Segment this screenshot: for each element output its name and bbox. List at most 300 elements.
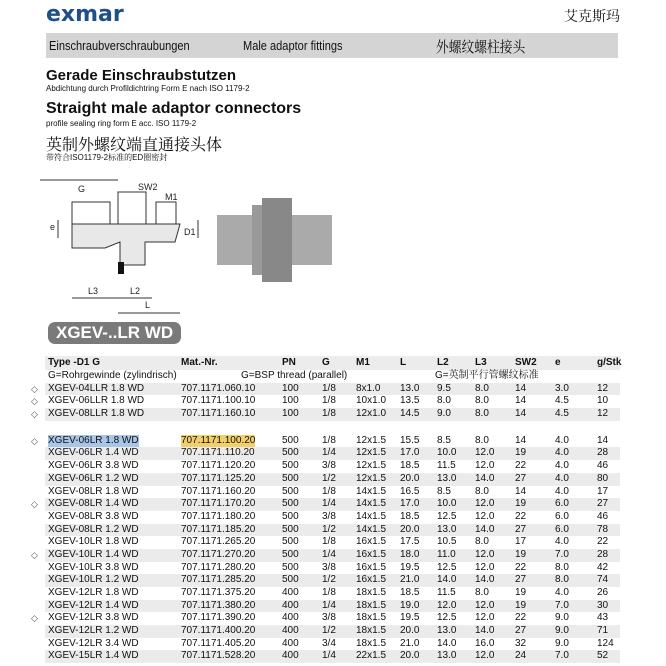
table-cell: 78 <box>597 523 609 535</box>
table-cell: XGEV-12LR 1.8 WD <box>48 587 139 598</box>
table-cell: 21.0 <box>400 637 420 649</box>
table-row[interactable] <box>45 486 620 499</box>
table-cell: 10.0 <box>437 498 457 510</box>
table-cell: XGEV-08LR 1.8 WD <box>48 485 139 497</box>
table-cell: 707.1171.270.20 <box>181 548 256 560</box>
table-cell: 19 <box>515 447 527 459</box>
table-cell: XGEV-06LR 1.4 WD <box>48 447 139 459</box>
table-cell: 707.1171.265.20 <box>181 536 256 548</box>
table-cell: 14 <box>597 434 609 446</box>
table-cell: 4.0 <box>555 587 569 598</box>
table-cell: 500 <box>282 561 299 573</box>
table-cell: 11.0 <box>437 548 456 560</box>
table-cell: 9.0 <box>437 408 451 420</box>
table-cell: 14.0 <box>437 574 457 586</box>
table-cell: 8x1.0 <box>356 382 381 394</box>
table-cell: 13.5 <box>400 395 420 407</box>
table-cell: XGEV-04LLR 1.8 WD <box>48 382 145 394</box>
table-cell: 13.0 <box>437 625 457 637</box>
table-cell: 1/4 <box>322 650 336 662</box>
table-cell: 707.1171.375.20 <box>181 587 256 598</box>
diamond-marker-icon: ◇ <box>31 435 38 446</box>
table-cell: 3/8 <box>322 612 336 624</box>
table-cell: 400 <box>282 587 299 598</box>
table-cell: 3/4 <box>322 637 336 649</box>
table-cell: XGEV-06LLR 1.8 WD <box>48 395 145 407</box>
table-cell: 12x1.5 <box>356 460 387 472</box>
table-cell: 18x1.5 <box>356 637 387 649</box>
table-row[interactable] <box>31 382 620 396</box>
table-cell: 22 <box>515 561 527 573</box>
table-cell: 27 <box>515 625 527 637</box>
table-cell: 400 <box>282 612 299 624</box>
table-cell: 707.1171.120.20 <box>181 460 256 472</box>
table-cell: 19 <box>515 599 527 611</box>
column-header: L2 <box>437 357 449 368</box>
table-cell: 13.0 <box>437 523 457 535</box>
table-cell: XGEV-10LR 1.2 WD <box>48 574 139 586</box>
table-cell: 16x1.5 <box>356 548 387 560</box>
column-header: L3 <box>475 357 487 368</box>
table-cell: 8.0 <box>475 408 489 420</box>
table-row[interactable] <box>45 473 620 486</box>
table-cell: 10 <box>597 395 609 407</box>
table-cell: 707.1171.110.20 <box>181 447 255 459</box>
column-header: L <box>400 357 407 368</box>
table-cell: 28 <box>597 447 609 459</box>
label-d1: D1 <box>184 227 196 237</box>
table-cell: 7.0 <box>555 650 569 662</box>
table-cell: 100 <box>282 382 299 394</box>
table-cell: 16.0 <box>475 637 495 649</box>
table-cell: 80 <box>597 472 609 484</box>
table-cell: 30 <box>597 599 609 611</box>
table-cell: XGEV-08LR 1.4 WD <box>48 498 139 510</box>
table-cell: 19.5 <box>400 612 420 624</box>
table-row[interactable] <box>31 434 620 448</box>
table-cell: 500 <box>282 536 299 548</box>
table-row[interactable] <box>45 447 620 460</box>
table-cell: 6.0 <box>555 523 569 535</box>
label-g: G <box>78 184 86 194</box>
table-cell: XGEV-12LR 1.4 WD <box>48 599 139 611</box>
table-cell: 707.1171.100.10 <box>181 395 256 407</box>
chinese-brand-name: 艾克斯玛 <box>564 8 620 24</box>
table-cell: 26 <box>597 587 609 598</box>
title-de: Gerade Einschraubstutzen <box>46 67 237 84</box>
table-cell: 8.0 <box>475 536 489 548</box>
table-cell: 500 <box>282 523 299 535</box>
subtitle-en: profile sealing ring form E acc. ISO 1179-2 <box>46 119 197 128</box>
table-cell: 16x1.5 <box>356 574 387 586</box>
table-cell: 707.1171.170.20 <box>181 498 256 510</box>
series-badge: XGEV-..LR WD <box>48 322 181 344</box>
table-cell: 20.0 <box>400 472 420 484</box>
table-cell: 22 <box>515 460 527 472</box>
table-cell: 12.5 <box>437 510 457 522</box>
table-cell: 9.0 <box>555 625 569 637</box>
table-cell: 4.0 <box>555 447 569 459</box>
table-cell: 18x1.5 <box>356 587 387 598</box>
table-cell: 4.5 <box>555 408 569 420</box>
table-cell: 14.0 <box>475 574 495 586</box>
table-cell: 6.0 <box>555 498 569 510</box>
title-en: Straight male adaptor connectors <box>46 100 302 117</box>
table-row[interactable] <box>31 548 620 562</box>
table-cell: 7.0 <box>555 599 569 611</box>
table-cell: 14 <box>515 485 527 497</box>
table-cell: 27 <box>597 498 609 510</box>
table-cell: 100 <box>282 408 299 420</box>
table-cell: 46 <box>597 460 609 472</box>
table-cell: 27 <box>515 523 527 535</box>
table-cell: 1/8 <box>322 536 336 548</box>
table-cell: 6.0 <box>555 510 569 522</box>
table-cell: 707.1171.160.20 <box>181 485 256 497</box>
table-cell: 28 <box>597 548 609 560</box>
table-cell: 19 <box>515 548 527 560</box>
table-cell: 20.0 <box>400 625 420 637</box>
table-cell: 18.5 <box>400 510 420 522</box>
table-cell: 400 <box>282 650 299 662</box>
category-de: Einschraubverschraubungen <box>49 38 190 53</box>
table-row[interactable] <box>45 587 620 600</box>
table-cell: 18.0 <box>400 548 420 560</box>
column-header: SW2 <box>515 357 537 368</box>
table-cell: 11.5 <box>437 460 456 472</box>
diamond-marker-icon: ◇ <box>31 396 38 407</box>
table-cell: XGEV-10LR 1.8 WD <box>48 536 139 548</box>
product-photo <box>212 180 337 300</box>
table-cell: 500 <box>282 447 299 459</box>
column-header: Type -D1 G <box>48 357 101 368</box>
table-row[interactable] <box>45 460 620 473</box>
table-cell: XGEV-06LR 1.8 WD <box>48 434 139 446</box>
table-cell: 12x1.0 <box>356 408 387 420</box>
table-cell: 11.5 <box>437 587 456 598</box>
table-cell: 9.0 <box>555 637 569 649</box>
table-cell: 12.0 <box>475 447 495 459</box>
subtitle-cn: 带符合ISO1179-2标准的ED圈密封 <box>46 153 168 162</box>
table-cell: 707.1171.285.20 <box>181 574 256 586</box>
table-cell: 18x1.5 <box>356 612 387 624</box>
table-cell: 14x1.5 <box>356 498 387 510</box>
table-cell: 12.0 <box>475 510 495 522</box>
category-en: Male adaptor fittings <box>243 38 343 53</box>
table-cell: 3/8 <box>322 561 336 573</box>
table-cell: 13.0 <box>437 650 457 662</box>
table-cell: 27 <box>515 574 527 586</box>
table-cell: 22 <box>597 536 609 548</box>
table-row[interactable] <box>45 511 620 524</box>
table-cell: XGEV-12LR 3.4 WD <box>48 637 139 649</box>
table-cell: 71 <box>597 625 609 637</box>
table-cell: 19 <box>515 587 527 598</box>
table-cell: 4.0 <box>555 536 569 548</box>
table-cell: 24 <box>515 650 527 662</box>
table-cell: 4.0 <box>555 485 569 497</box>
table-cell: 707.1171.528.20 <box>181 650 256 662</box>
seal-ring <box>118 262 124 274</box>
table-cell: 3/8 <box>322 510 336 522</box>
table-cell: 14 <box>515 395 527 407</box>
table-cell: 8.0 <box>475 587 489 598</box>
table-cell: 21.0 <box>400 574 420 586</box>
table-cell: 1/2 <box>322 574 336 586</box>
table-cell: 1/8 <box>322 395 336 407</box>
table-cell: 707.1171.125.20 <box>181 472 256 484</box>
diamond-marker-icon: ◇ <box>31 613 38 624</box>
table-cell: 18.5 <box>400 587 420 598</box>
table-cell: 12x1.5 <box>356 434 387 446</box>
table-cell: 17 <box>515 536 527 548</box>
table-cell: 14.0 <box>475 625 495 637</box>
table-cell: 10.0 <box>437 447 457 459</box>
table-cell: 20.0 <box>400 650 420 662</box>
table-cell: 400 <box>282 599 299 611</box>
table-cell: 500 <box>282 460 299 472</box>
table-cell: 1/2 <box>322 472 336 484</box>
column-header: M1 <box>356 357 370 368</box>
table-cell: 12.0 <box>475 460 495 472</box>
table-row[interactable] <box>31 408 620 421</box>
table-row[interactable] <box>45 650 620 663</box>
table-cell: 4.0 <box>555 460 569 472</box>
table-cell: 19.5 <box>400 561 420 573</box>
table-cell: 14.0 <box>475 523 495 535</box>
table-cell: 1/2 <box>322 523 336 535</box>
table-cell: 8.5 <box>437 434 451 446</box>
column-header: PN <box>282 357 296 368</box>
table-cell: 8.5 <box>437 485 451 497</box>
table-cell: 17.0 <box>400 447 420 459</box>
diamond-marker-icon: ◇ <box>31 549 38 560</box>
table-cell: 8.0 <box>555 561 569 573</box>
product-table <box>31 356 622 663</box>
table-cell: 19.0 <box>400 599 420 611</box>
table-cell: 18x1.5 <box>356 599 387 611</box>
table-cell: 500 <box>282 574 299 586</box>
table-cell: 12.0 <box>475 612 495 624</box>
table-cell: 12.0 <box>475 599 495 611</box>
table-row[interactable] <box>45 638 620 651</box>
table-cell: 1/4 <box>322 548 336 560</box>
table-cell: XGEV-08LLR 1.8 WD <box>48 408 145 420</box>
table-cell: 17.5 <box>400 536 420 548</box>
table-cell: 124 <box>597 637 614 649</box>
table-cell: XGEV-06LR 1.2 WD <box>48 472 139 484</box>
table-cell: XGEV-08LR 1.2 WD <box>48 523 139 535</box>
table-cell: 10x1.0 <box>356 395 387 407</box>
table-cell: 12.0 <box>475 561 495 573</box>
table-cell: 500 <box>282 498 299 510</box>
table-cell: 20.0 <box>400 523 420 535</box>
table-cell: XGEV-10LR 1.4 WD <box>48 548 139 560</box>
table-row[interactable] <box>31 612 620 625</box>
table-cell: 12.0 <box>475 650 495 662</box>
table-cell: 500 <box>282 472 299 484</box>
table-cell: 17 <box>597 485 609 497</box>
table-cell: 707.1171.100.20 <box>181 434 256 446</box>
table-cell: 12.0 <box>475 498 495 510</box>
label-l3: L3 <box>88 286 99 296</box>
table-cell: 13.0 <box>437 472 457 484</box>
table-cell: 8.0 <box>475 485 489 497</box>
table-row[interactable] <box>45 574 620 587</box>
table-row[interactable] <box>45 524 620 537</box>
table-header <box>45 356 620 370</box>
table-cell: 1/4 <box>322 498 336 510</box>
table-cell: 4.0 <box>555 472 569 484</box>
table-cell: 32 <box>515 637 527 649</box>
table-cell: XGEV-12LR 3.8 WD <box>48 612 139 624</box>
table-cell: 8.0 <box>475 434 489 446</box>
table-cell: 52 <box>597 650 609 662</box>
table-cell: 14x1.5 <box>356 523 387 535</box>
label-sw2: SW2 <box>138 182 158 192</box>
table-cell: 22 <box>515 510 527 522</box>
note-en: G=BSP thread (parallel) <box>241 370 348 381</box>
table-cell: 12x1.5 <box>356 472 387 484</box>
table-cell: 16x1.5 <box>356 536 387 548</box>
table-cell: 7.0 <box>555 548 569 560</box>
table-cell: 1/8 <box>322 382 336 394</box>
table-cell: 707.1171.280.20 <box>181 561 256 573</box>
table-cell: 9.5 <box>437 382 451 394</box>
table-cell: 74 <box>597 574 609 586</box>
table-cell: 43 <box>597 612 609 624</box>
table-cell: 27 <box>515 472 527 484</box>
label-l2: L2 <box>130 286 141 296</box>
exmar-logo: exmar <box>46 2 124 27</box>
table-row[interactable] <box>31 395 620 408</box>
table-cell: 707.1171.405.20 <box>181 637 256 649</box>
table-cell: XGEV-08LR 3.8 WD <box>48 510 139 522</box>
table-cell: 15.5 <box>400 434 420 446</box>
diamond-marker-icon: ◇ <box>31 499 38 510</box>
table-cell: 8.0 <box>475 382 489 394</box>
table-cell: 12 <box>597 382 609 394</box>
label-m1: M1 <box>165 192 178 202</box>
table-cell: 500 <box>282 510 299 522</box>
table-cell: XGEV-10LR 3.8 WD <box>48 561 139 573</box>
table-cell: 10.5 <box>437 536 457 548</box>
table-cell: 707.1171.160.10 <box>181 408 256 420</box>
table-cell: 18x1.5 <box>356 625 387 637</box>
table-cell: 9.0 <box>555 612 569 624</box>
table-cell: 3.0 <box>555 382 569 394</box>
label-l: L <box>145 300 151 310</box>
table-cell: 16.5 <box>400 485 420 497</box>
table-cell: 19 <box>515 498 527 510</box>
table-cell: 12x1.5 <box>356 447 387 459</box>
table-cell: 707.1171.185.20 <box>181 523 256 535</box>
category-cn: 外螺纹螺柱接头 <box>436 39 526 56</box>
table-cell: 14.0 <box>437 637 457 649</box>
table-cell: 100 <box>282 395 299 407</box>
table-cell: 1/8 <box>322 485 336 497</box>
table-cell: 1/8 <box>322 408 336 420</box>
technical-drawing <box>40 180 196 310</box>
label-e: e <box>50 222 56 232</box>
thread-notes <box>45 370 620 383</box>
table-cell: 46 <box>597 510 609 522</box>
table-row[interactable] <box>45 625 620 638</box>
table-cell: 18.5 <box>400 460 420 472</box>
diamond-marker-icon: ◇ <box>31 383 38 394</box>
table-cell: 707.1171.400.20 <box>181 625 256 637</box>
table-cell: 22 <box>515 612 527 624</box>
column-header: g/Stk <box>597 357 622 368</box>
table-cell: 3/8 <box>322 460 336 472</box>
table-cell: 12.0 <box>437 599 457 611</box>
table-cell: 707.1171.180.20 <box>181 510 256 522</box>
table-cell: 707.1171.380.20 <box>181 599 256 611</box>
note-cn: G=英制平行管螺纹标准 <box>435 370 539 381</box>
column-header: Mat.-Nr. <box>181 357 218 368</box>
table-cell: 500 <box>282 485 299 497</box>
column-header: G <box>322 357 330 368</box>
table-cell: 16x1.5 <box>356 561 387 573</box>
table-cell: 14.5 <box>400 408 420 420</box>
table-cell: 12.0 <box>475 548 495 560</box>
table-cell: 1/8 <box>322 587 336 598</box>
note-de: G=Rohrgewinde (zylindrisch) <box>48 370 177 381</box>
table-cell: 1/4 <box>322 447 336 459</box>
table-cell: 500 <box>282 548 299 560</box>
table-cell: 17.0 <box>400 498 420 510</box>
table-row[interactable] <box>45 536 620 549</box>
table-cell: 4.0 <box>555 434 569 446</box>
table-cell: 8.0 <box>555 574 569 586</box>
table-cell: 12 <box>597 408 609 420</box>
table-cell: 8.0 <box>475 395 489 407</box>
table-cell: 8.0 <box>437 395 451 407</box>
table-cell: 12.5 <box>437 612 457 624</box>
table-cell: XGEV-15LR 1.4 WD <box>48 650 139 662</box>
table-cell: 4.5 <box>555 395 569 407</box>
table-cell: XGEV-06LR 3.8 WD <box>48 460 139 472</box>
table-cell: 14 <box>515 408 527 420</box>
table-cell: 707.1171.390.20 <box>181 612 256 624</box>
table-cell: 42 <box>597 561 609 573</box>
table-cell: 500 <box>282 434 299 446</box>
table-cell: 14x1.5 <box>356 510 387 522</box>
category-band <box>46 33 618 58</box>
column-header: e <box>555 357 561 368</box>
table-cell: 707.1171.060.10 <box>181 382 256 394</box>
title-cn: 英制外螺纹端直通接头体 <box>46 137 223 154</box>
table-cell: 1/8 <box>322 434 336 446</box>
table-cell: 14.0 <box>475 472 495 484</box>
table-cell: 1/4 <box>322 599 336 611</box>
table-cell: 14 <box>515 382 527 394</box>
table-cell: 400 <box>282 625 299 637</box>
table-cell: 12.5 <box>437 561 457 573</box>
diamond-marker-icon: ◇ <box>31 409 38 420</box>
subtitle-de: Abdichtung durch Profildichtring Form E nach ISO 1179-2 <box>46 84 250 93</box>
table-cell: 14x1.5 <box>356 485 387 497</box>
table-cell: 1/2 <box>322 625 336 637</box>
table-cell: 400 <box>282 637 299 649</box>
table-cell: 14 <box>515 434 527 446</box>
table-row[interactable] <box>45 562 620 575</box>
table-row[interactable] <box>31 498 620 511</box>
table-row[interactable] <box>45 600 620 613</box>
table-cell: 13.0 <box>400 382 420 394</box>
table-cell: XGEV-12LR 1.2 WD <box>48 625 139 637</box>
table-cell: 22x1.5 <box>356 650 387 662</box>
